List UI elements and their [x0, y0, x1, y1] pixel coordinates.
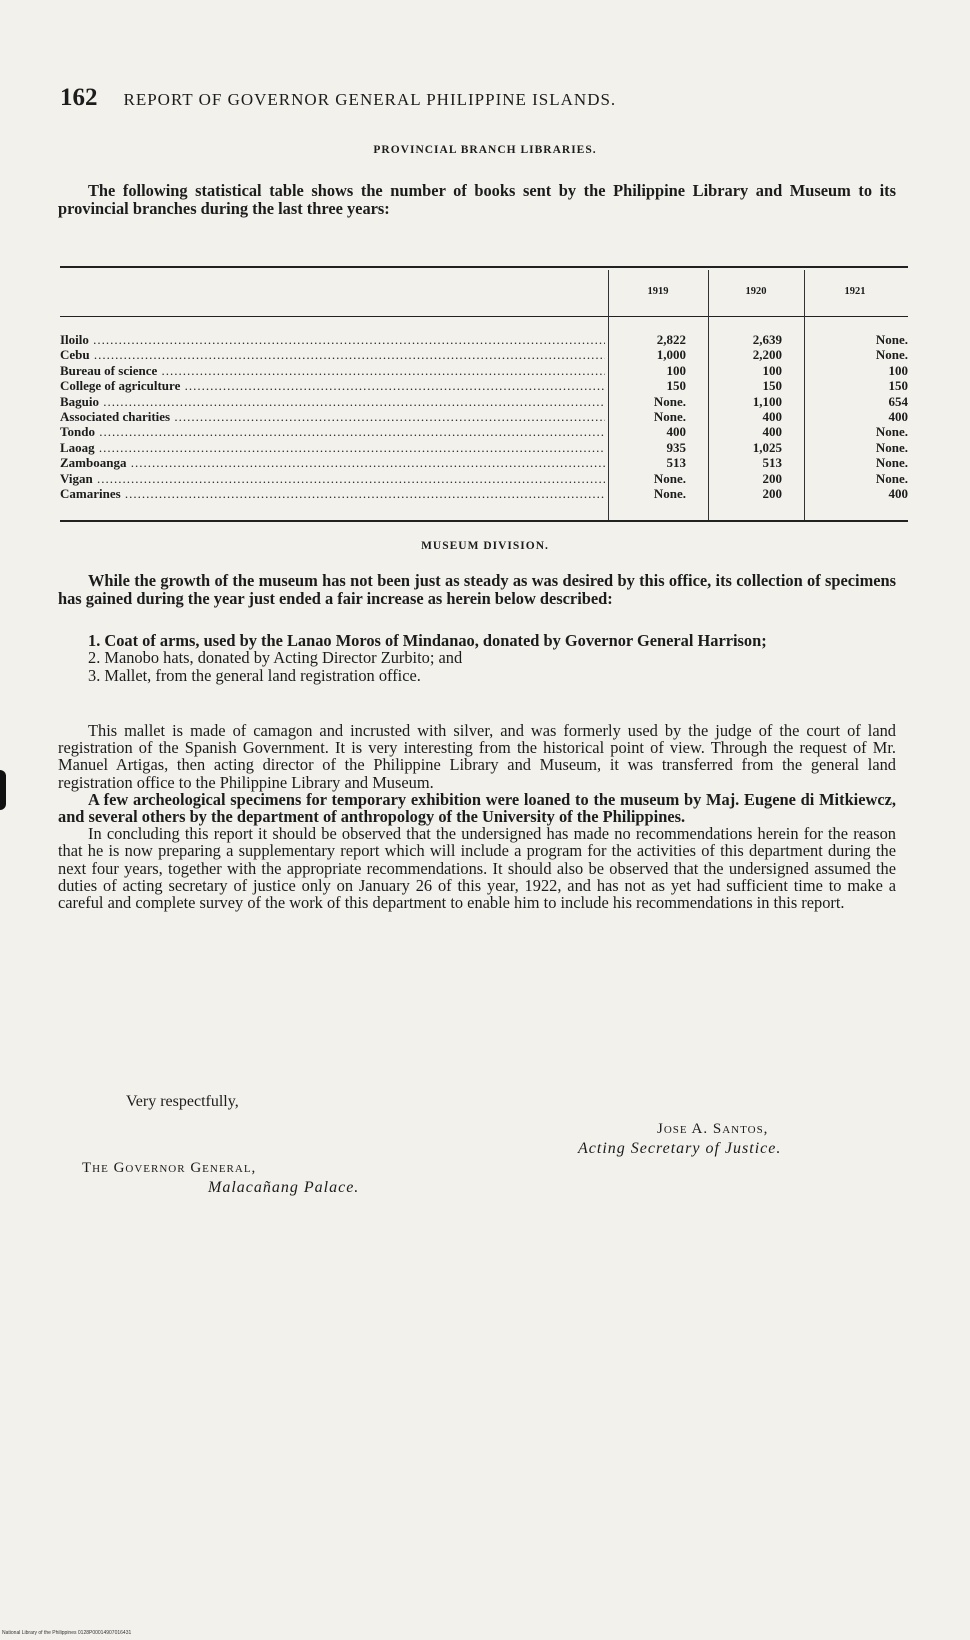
branch-name: Vigan ..... [60, 471, 605, 486]
branch-name: Bureau of science ..... [60, 363, 605, 378]
table-row [60, 378, 908, 393]
signer-name: Jose A. Santos, [657, 1121, 769, 1137]
column-header-1920: 1920 [745, 286, 767, 297]
cell-1921: None. [875, 470, 908, 486]
cell-1919: None. [653, 408, 686, 424]
cell-1921: None. [875, 332, 908, 347]
cell-1919: 400 [666, 424, 686, 440]
cell-1920: 400 [762, 408, 782, 424]
cell-1919: None. [653, 485, 686, 501]
table-row [60, 486, 908, 501]
cell-1919: 935 [666, 439, 686, 455]
cell-1920: 1,025 [752, 439, 782, 455]
cell-1920: 200 [762, 470, 782, 486]
branch-name: College of agriculture ..... [60, 378, 605, 393]
scan-edge-shadow [0, 770, 6, 810]
cell-1921: 100 [888, 362, 908, 378]
branch-name: Iloilo ..... [60, 332, 605, 347]
cell-1921: None. [875, 347, 908, 363]
cell-1921: None. [875, 439, 908, 455]
archeology-paragraph: A few archeological specimens for temporary exhibition were loaned to the museum by Maj. Eugene di Mitkiewcz, and several others by the department of anthropology of the University of the Philippines. [58, 789, 896, 827]
table-row [60, 363, 908, 378]
cell-1919: 2,822 [656, 332, 686, 347]
table-row [60, 440, 908, 455]
list-item: 3. Mallet, from the general land registration office. [88, 665, 421, 685]
museum-intro: While the growth of the museum has not been just as steady as was desired by this office, its collection of specimens has gained during the year just ended a fair increase as herein below described: [58, 571, 896, 608]
addressee-place: Malacañang Palace. [208, 1179, 360, 1196]
cell-1920: 200 [762, 485, 782, 501]
list-item: 2. Manobo hats, donated by Acting Director Zurbito; and [88, 648, 463, 668]
branch-name: Laoag ..... [60, 440, 605, 455]
column-header-1921: 1921 [844, 286, 866, 297]
branch-name: Camarines ..... [60, 486, 605, 501]
table-row [60, 394, 908, 409]
cell-1921: 150 [888, 378, 908, 394]
table-top-rule [60, 266, 908, 268]
table-body [60, 332, 908, 501]
branch-name: Cebu ..... [60, 347, 605, 362]
section-heading-libraries: PROVINCIAL BRANCH LIBRARIES. [373, 144, 597, 156]
cell-1919: 1,000 [656, 347, 686, 363]
cell-1920: 150 [762, 378, 782, 394]
page-number: 162 [60, 84, 98, 111]
museum-acquisitions-list [58, 632, 896, 684]
branch-name: Tondo ..... [60, 424, 605, 439]
branch-name: Zamboanga ..... [60, 455, 605, 470]
cell-1920: 1,100 [752, 393, 782, 409]
cell-1920: 400 [762, 424, 782, 440]
table-bottom-rule [60, 520, 908, 522]
table-header-rule [60, 316, 908, 317]
cell-1920: 2,639 [752, 332, 782, 347]
cell-1920: 513 [762, 455, 782, 471]
cell-1921: None. [875, 455, 908, 471]
cell-1921: 400 [888, 485, 908, 501]
cell-1921: 654 [888, 393, 908, 409]
signer-title: Acting Secretary of Justice. [578, 1140, 782, 1157]
concluding-paragraph: In concluding this report it should be observed that the undersigned has made no recommendations herein for the reason that he is now preparing a supplementary report which will include a program for the activities of this department during the next four years, together with the appropriate recommendations. It should also be observed that the undersigned assumed the duties of acting secretary of justice only on January 26 of this year, 1922, and has not as yet had sufficient time to make a careful and complete survey of the work of this department to enable him to include his recommendations in this report. [58, 824, 896, 913]
addressee: The Governor General, [82, 1160, 257, 1176]
table-row [60, 471, 908, 486]
cell-1920: 2,200 [752, 347, 782, 363]
table-row [60, 409, 908, 424]
section-heading-museum: MUSEUM DIVISION. [421, 540, 549, 552]
cell-1919: None. [653, 393, 686, 409]
libraries-intro: The following statistical table shows the number of books sent by the Philippine Library and Museum to its provincial branches during the last three years: [58, 181, 896, 218]
list-item: 1. Coat of arms, used by the Lanao Moros of Mindanao, donated by Governor General Harrison; [88, 631, 767, 650]
cell-1919: 100 [666, 362, 686, 378]
cell-1919: 513 [666, 455, 686, 471]
column-header-1919: 1919 [647, 286, 669, 297]
running-head [60, 84, 880, 112]
running-title: REPORT OF GOVERNOR GENERAL PHILIPPINE ISLANDS. [123, 90, 617, 109]
branch-name: Associated charities ..... [60, 409, 605, 424]
branch-name: Baguio ..... [60, 394, 605, 409]
cell-1920: 100 [762, 362, 782, 378]
mallet-paragraph: This mallet is made of camagon and incrusted with silver, and was formerly used by the judge of the court of land registration of the Spanish Government. It is very interesting from the historical point of view. Through the request of Mr. Manuel Artigas, then acting director of the Philippine Library and Museum, it was transferred from the general land registration office to the Philippine Library and Museum. [58, 721, 896, 792]
cell-1919: 150 [666, 378, 686, 394]
cell-1919: None. [653, 470, 686, 486]
museum-body [58, 722, 896, 911]
scan-credit: National Library of the Philippines 0128P00014907016431 [2, 1630, 132, 1636]
cell-1921: None. [875, 424, 908, 440]
table-row [60, 347, 908, 362]
table-row [60, 332, 908, 347]
closing-salutation: Very respectfully, [126, 1093, 239, 1110]
cell-1921: 400 [888, 408, 908, 424]
table-row [60, 455, 908, 470]
table-row [60, 424, 908, 439]
